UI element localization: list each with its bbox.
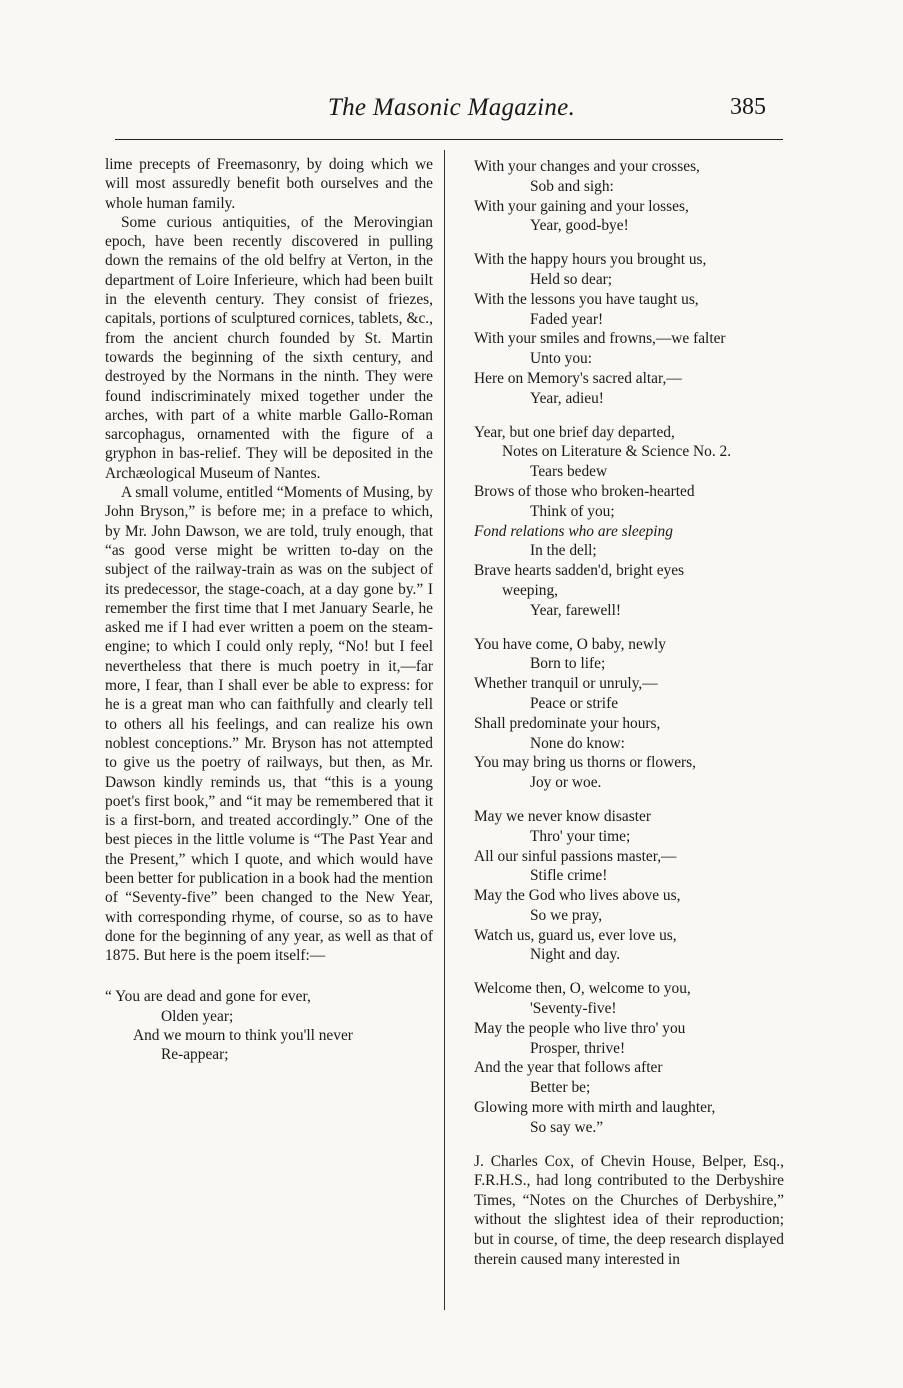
- poem-line: And we mourn to think you'll never: [133, 1027, 353, 1045]
- poem-line: Held so dear;: [530, 270, 613, 288]
- poem-line: You may bring us thorns or flowers,: [474, 754, 697, 772]
- poem-line: Peace or strife: [530, 694, 619, 712]
- poem-line: Re-appear;: [161, 1046, 229, 1064]
- poem-line: With the happy hours you brought us,: [474, 251, 707, 269]
- poem-line: Prosper, thrive!: [530, 1039, 626, 1057]
- poem-line: May we never know disaster: [474, 807, 651, 825]
- poem-line: So say we.”: [530, 1118, 604, 1136]
- poem-line: With your gaining and your losses,: [474, 197, 689, 215]
- poem-line: May the people who live thro' you: [474, 1019, 686, 1037]
- poem-line: Joy or woe.: [530, 774, 602, 792]
- paragraph-cox: J. Charles Cox, of Chevin House, Belper, Esq., F.R.H.S., had long contributed to the Derbyshire Times, “Notes on the Churches of Derbyshire,” without the slightest idea of their reproduction; but in course, of time, the deep research displayed therein caused many interested in: [474, 1152, 784, 1268]
- poem-line: Fond relations who are sleeping: [474, 522, 673, 540]
- poem-line: With your smiles and frowns,—we falter: [474, 330, 726, 348]
- poem-line: Glowing more with mirth and laughter,: [474, 1099, 716, 1117]
- poem-line: With the lessons you have taught us,: [474, 290, 699, 308]
- poem-line: Night and day.: [530, 946, 621, 964]
- paragraph-bryson: A small volume, entitled “Moments of Musing, by John Bryson,” is before me; in a preface to which, by Mr. John Dawson, we are told, truly enough, that “as good verse might be written to-day on the subject of the railway-train as was on the subject of its predecessor, the stage-coach, at a day gone by.” I remember the first time that I met January Searle, he asked me if I had ever written a poem on the steam-engine; to which I could only reply, “No! but I feel nevertheless that there is much poetry in it,—far more, I fear, than I shall ever be able to express: for he is a great man who can faithfully and clearly tell to others all his feelings, and can realize his own noblest conceptions.” Mr. Bryson has not attempted to give us the poetry of railways, but then, as Mr. Dawson kindly reminds us, that “this is a young poet's first book,” and “it may be remembered that it is a first-born, and treated accordingly.” One of the best pieces in the little volume is “The Past Year and the Present,” which I quote, and which would have been better for publication in a book had the mention of “Seventy-five” been changed to the New Year, with corresponding rhyme, of course, so as to have done for the beginning of any year, as well as that of 1875. But here is the poem itself:—: [105, 484, 433, 965]
- stanza-2: [474, 250, 784, 408]
- poem-line: Here on Memory's sacred altar,—: [474, 369, 682, 387]
- page-number: 385: [730, 94, 766, 120]
- poem-line: Year, but one brief day departed,: [474, 423, 675, 441]
- poem-line: All our sinful passions master,—: [474, 847, 677, 865]
- poem-line: Shall predominate your hours,: [474, 714, 661, 732]
- stanza-4: [474, 635, 784, 793]
- poem-line: 'Seventy-five!: [530, 1000, 617, 1018]
- poem-line: Olden year;: [161, 1007, 234, 1025]
- poem-line: Tears bedew: [530, 463, 608, 481]
- poem-line: Born to life;: [530, 655, 606, 673]
- header-rule: [115, 139, 783, 140]
- poem-line: You have come, O baby, newly: [474, 635, 666, 653]
- poem-line: weeping,: [502, 581, 558, 599]
- poem-line: None do know:: [530, 734, 625, 752]
- paragraph-antiquities: Some curious antiquities, of the Merovingian epoch, have been recently discovered in pulling down the remains of the old belfry at Verton, in the department of Loire Inferieure, which had been built in the eleventh century. They consist of friezes, capitals, portions of sculptured cornices, tablets, &c., from the ancient church founded by St. Martin towards the beginning of the sixth century, and destroyed by the Normans in the ninth. They were found indiscriminately mixed together under the arches, with part of a white marble Gallo-Roman sarcophagus, ornamented with the figure of a gryphon in bas-relief. They will be deposited in the Archæological Museum of Nantes.: [105, 213, 433, 482]
- poem-line: Sob and sigh:: [530, 177, 614, 195]
- poem-line: Faded year!: [530, 310, 604, 328]
- stanza-6: [474, 979, 784, 1137]
- poem-line: Year, farewell!: [530, 601, 621, 619]
- poem-line: Thro' your time;: [530, 827, 631, 845]
- left-column: [105, 155, 433, 1065]
- paragraph-freemasonry: lime precepts of Freemasonry, by doing which we will most assuredly benefit both ourselves and the whole human family.: [105, 156, 433, 212]
- poem-line: Think of you;: [530, 502, 615, 520]
- poem-line: Brave hearts sadden'd, bright eyes: [474, 562, 685, 580]
- poem-line: Stifle crime!: [530, 867, 608, 885]
- poem-line: Welcome then, O, welcome to you,: [474, 980, 691, 998]
- stanza-5: [474, 807, 784, 965]
- poem-line: Whether tranquil or unruly,—: [474, 675, 658, 693]
- poem-line: Year, good-bye!: [530, 217, 629, 235]
- poem-line: May the God who lives above us,: [474, 887, 681, 905]
- poem-line: And the year that follows after: [474, 1059, 663, 1077]
- poem-line: In the dell;: [530, 542, 597, 560]
- poem-line: Better be;: [530, 1079, 591, 1097]
- magazine-title: The Masonic Magazine.: [327, 94, 576, 121]
- right-column: [474, 157, 784, 1269]
- column-divider: [444, 150, 445, 1310]
- poem-opening: [105, 987, 433, 1064]
- poem-line: Unto you:: [530, 350, 592, 368]
- poem-line: Watch us, guard us, ever love us,: [474, 926, 677, 944]
- running-notes-line: Notes on Literature & Science No. 2.: [502, 443, 732, 461]
- stanza-3: [474, 423, 784, 621]
- poem-line: Year, adieu!: [530, 389, 604, 407]
- stanza-1: [474, 157, 784, 236]
- poem-line: With your changes and your crosses,: [474, 158, 700, 175]
- poem-line: Brows of those who broken-hearted: [474, 482, 695, 500]
- poem-line: So we pray,: [530, 906, 603, 924]
- poem-line: “ You are dead and gone for ever,: [105, 988, 311, 1006]
